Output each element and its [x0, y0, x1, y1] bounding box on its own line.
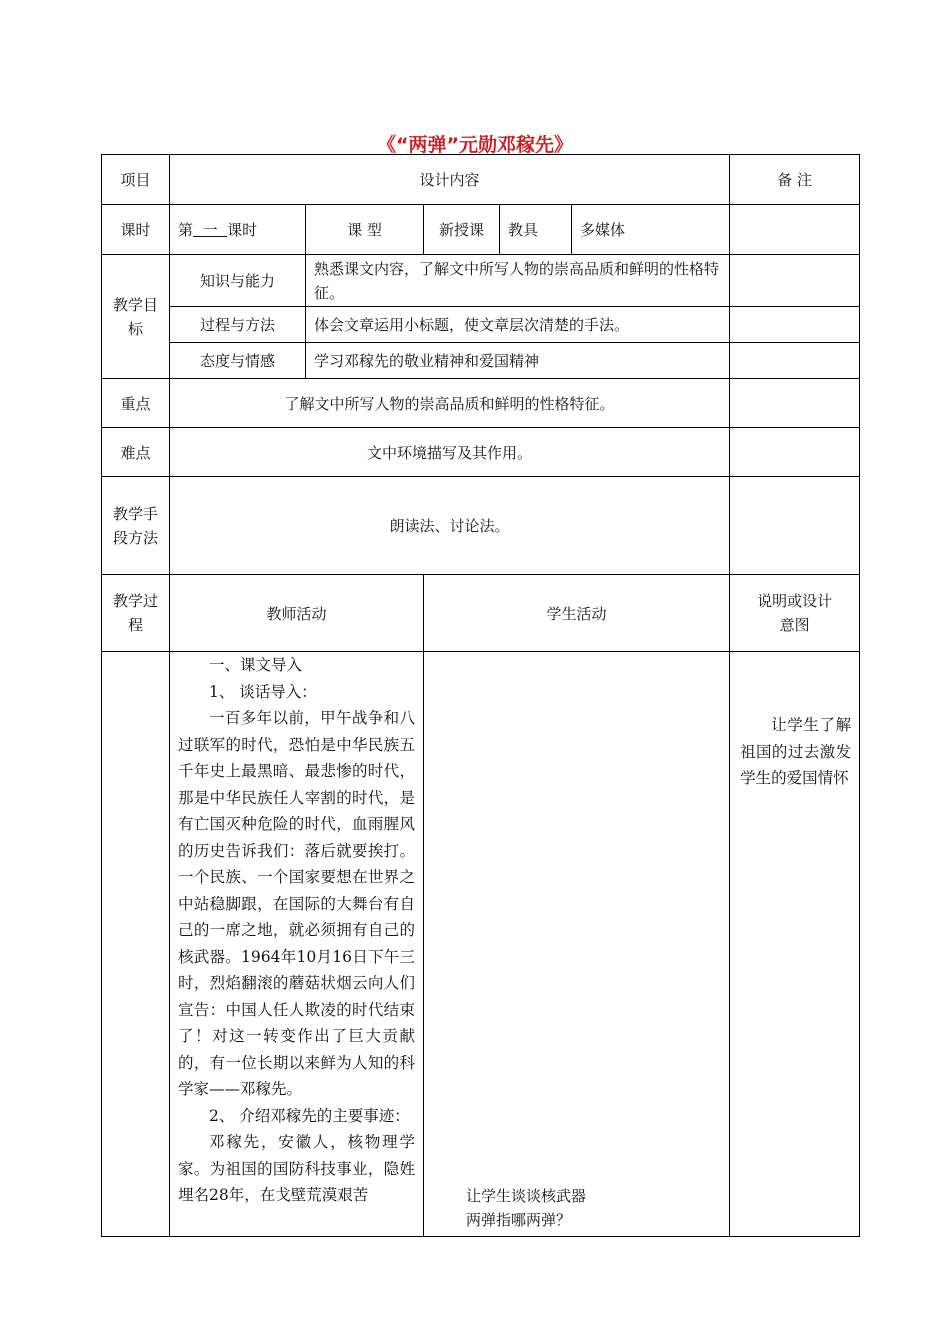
key-point-row — [102, 379, 860, 428]
lesson-number: 一 — [202, 221, 218, 239]
design-note-1: 让学生了解祖国的过去激发学生的爱国情怀 — [740, 716, 852, 787]
deeds-paragraph: 邓稼先，安徽人，核物理学家。为祖国的国防科技事业，隐姓埋名28年，在戈壁荒漠艰苦 — [178, 1133, 415, 1204]
goal-label-knowledge: 知识与能力 — [170, 255, 306, 307]
methods-notes — [730, 477, 860, 575]
type-label: 课 型 — [306, 205, 424, 255]
goal-notes-process — [730, 307, 860, 343]
tools-label: 教具 — [500, 205, 572, 255]
lesson-notes — [730, 205, 860, 255]
lesson-prefix: 第 — [178, 221, 194, 239]
process-content-row — [102, 652, 860, 1237]
student-activity-2: 两弹指哪两弹？ — [466, 1211, 572, 1229]
difficulty-notes — [730, 428, 860, 477]
goal-notes-knowledge — [730, 255, 860, 307]
difficulty-label: 难点 — [102, 428, 170, 477]
header-item: 项目 — [102, 155, 170, 205]
goal-row-process — [102, 307, 860, 343]
student-activity-header: 学生活动 — [424, 575, 730, 652]
student-activity-content — [424, 652, 730, 1237]
difficulty-text: 文中环境描写及其作用。 — [170, 428, 730, 477]
lesson-label: 课时 — [102, 205, 170, 255]
process-empty-cell — [102, 652, 170, 1237]
methods-label: 教学手段方法 — [102, 477, 170, 575]
goal-text-process: 体会文章运用小标题，使文章层次清楚的手法。 — [306, 307, 730, 343]
methods-row — [102, 477, 860, 575]
teacher-activity-header: 教师活动 — [170, 575, 424, 652]
key-point-label: 重点 — [102, 379, 170, 428]
section-intro-heading: 一、课文导入 — [209, 656, 303, 674]
goal-row-knowledge — [102, 255, 860, 307]
notes-header: 说明或设计意图 — [730, 575, 860, 652]
lesson-plan-table — [101, 154, 860, 1237]
lesson-suffix: 课时 — [227, 221, 258, 239]
goal-text-attitude: 学习邓稼先的敬业精神和爱国精神 — [306, 343, 730, 379]
intro-paragraph: 一百多年以前，甲午战争和八过联军的时代，恐怕是中华民族五千年史上最黑暗、最悲惨的时代，那是中华民族任人宰割的时代，是有亡国灭种危险的时代，血雨腥风的历史告诉我们：落后就要挨打。一个民族、一个国家要想在世界之中站稳脚跟，在国际的大舞台有自己的一席之地，就必须拥有自己的核武器。1964年10月16日下午三时，烈焰翻滚的蘑菇状烟云向人们宣告：中国人任人欺凌的时代结束了！对这一转变作出了巨大贡献的，有一位长期以来鲜为人知的科学家——邓稼先。 — [178, 709, 415, 1098]
key-point-notes — [730, 379, 860, 428]
methods-text: 朗读法、讨论法。 — [170, 477, 730, 575]
design-notes-content — [730, 652, 860, 1237]
header-design: 设计内容 — [170, 155, 730, 205]
process-label: 教学过程 — [102, 575, 170, 652]
key-point-text: 了解文中所写人物的崇高品质和鲜明的性格特征。 — [170, 379, 730, 428]
goal-label-process: 过程与方法 — [170, 307, 306, 343]
goal-row-attitude — [102, 343, 860, 379]
tools-value: 多媒体 — [572, 205, 730, 255]
talk-intro-heading: 1、 谈话导入： — [209, 682, 317, 701]
goal-text-knowledge: 熟悉课文内容，了解文中所写人物的崇高品质和鲜明的性格特征。 — [306, 255, 730, 307]
goals-label: 教学目标 — [102, 255, 170, 379]
lesson-row — [102, 205, 860, 255]
type-value: 新授课 — [424, 205, 500, 255]
lesson-value — [170, 205, 306, 255]
goal-notes-attitude — [730, 343, 860, 379]
goal-label-attitude: 态度与情感 — [170, 343, 306, 379]
teacher-activity-content — [170, 652, 424, 1237]
header-notes: 备 注 — [730, 155, 860, 205]
difficulty-row — [102, 428, 860, 477]
process-header-row — [102, 575, 860, 652]
document-title: 《“两弹”元勋邓稼先》 — [377, 134, 573, 156]
student-activity-1: 让学生谈谈核武器 — [466, 1187, 587, 1205]
deeds-heading: 2、 介绍邓稼先的主要事迹： — [209, 1106, 410, 1125]
header-row — [102, 155, 860, 205]
